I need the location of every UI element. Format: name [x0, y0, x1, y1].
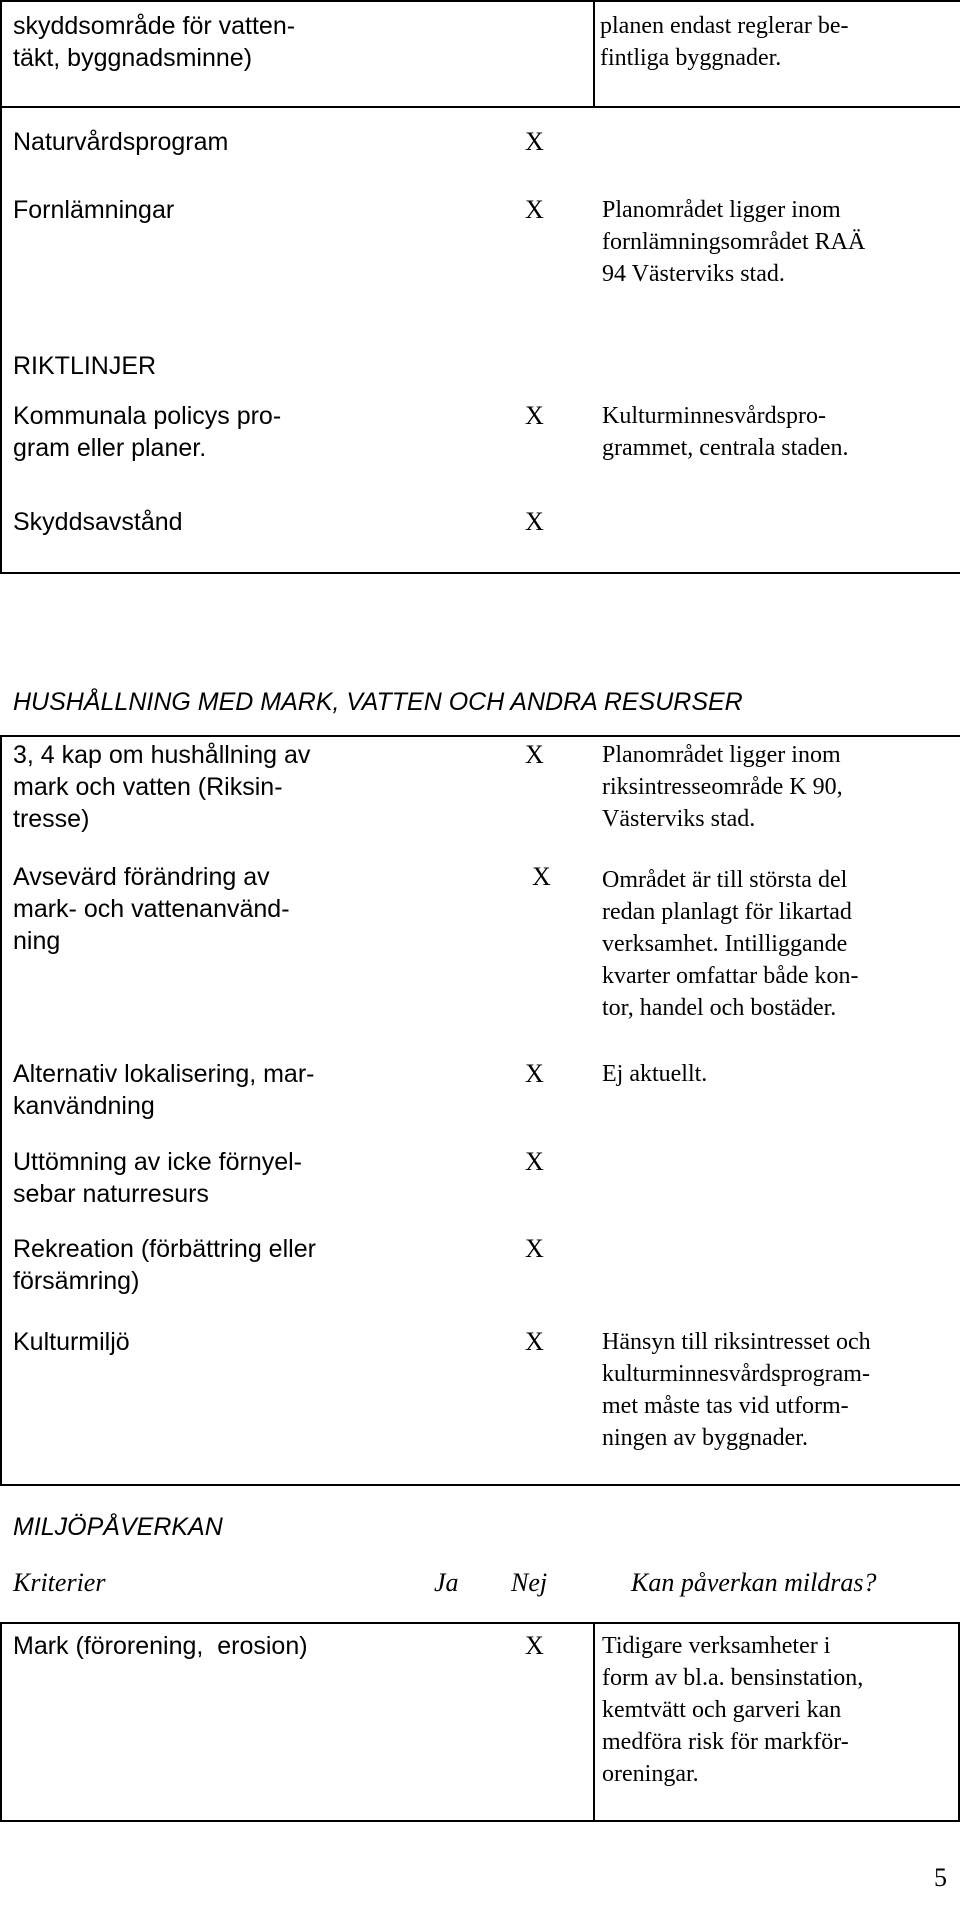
criterion-hushallning-kap: 3, 4 kap om hushållning av mark och vatten (Riksin- tresse)	[13, 741, 311, 833]
criterion-vattentakt: skyddsområde för vatten- täkt, byggnadsminne)	[13, 12, 296, 72]
comment-kulturmiljo: Hänsyn till riksintresset och kulturminnesvårdsprogram- met måste tas vid utform- ningen av byggnader.	[602, 1329, 871, 1451]
comment-befintliga: planen endast reglerar be- fintliga byggnader.	[600, 13, 849, 71]
mark-rekreation: X	[525, 1234, 544, 1263]
heading-hushallning: HUSHÅLLNING MED MARK, VATTEN OCH ANDRA RESURSER	[13, 688, 743, 716]
comment-alternativ-lokalisering: Ej aktuellt.	[602, 1061, 708, 1087]
column-kan-paverkan-mildras: Kan påverkan mildras?	[631, 1568, 877, 1597]
column-nej: Nej	[511, 1568, 548, 1597]
mark-uttomning: X	[525, 1147, 544, 1176]
criterion-skyddsavstand: Skyddsavstånd	[13, 508, 183, 536]
mark-alternativ-lokalisering: X	[525, 1059, 544, 1088]
table3-bottom-border	[0, 1820, 960, 1822]
criterion-naturvardsprogram: Naturvårdsprogram	[13, 128, 229, 156]
table1-bottom-border	[0, 572, 960, 574]
criterion-uttomning: Uttömning av icke förnyel- sebar naturresurs	[13, 1148, 303, 1208]
table3-top-border	[0, 1622, 960, 1624]
table2-top-border	[0, 735, 960, 737]
criterion-avsevard-forandring: Avsevärd förändring av mark- och vattenanvänd- ning	[13, 863, 290, 955]
heading-miljopaverkan: MILJÖPÅVERKAN	[13, 1513, 223, 1541]
table1-top-border	[0, 0, 960, 2]
mark-naturvardsprogram: X	[525, 127, 544, 156]
table1-row-divider	[0, 106, 960, 108]
column-ja: Ja	[434, 1568, 459, 1597]
page-number: 5	[934, 1863, 947, 1892]
criterion-fornlamningar: Fornlämningar	[13, 196, 175, 224]
criterion-alternativ-lokalisering: Alternativ lokalisering, mar- kanvändning	[13, 1060, 315, 1120]
comment-hushallning-kap: Planområdet ligger inom riksintresseområde K 90, Västerviks stad.	[602, 742, 843, 832]
criterion-kommunala-policys: Kommunala policys pro- gram eller planer.	[13, 402, 282, 462]
mark-kommunala-policys: X	[525, 401, 544, 430]
comment-kommunala-policys: Kulturminnesvårdspro- grammet, centrala staden.	[602, 403, 849, 461]
table1-left-border	[0, 0, 2, 572]
table1-divider	[593, 0, 595, 106]
table3-left-border	[0, 1622, 2, 1820]
table2-left-border	[0, 735, 2, 1484]
mark-skyddsavstand: X	[525, 507, 544, 536]
comment-mark-fororening: Tidigare verksamheter i form av bl.a. bensinstation, kemtvätt och garveri kan medföra risk för markför- oreningar.	[602, 1633, 864, 1787]
mark-hushallning-kap: X	[525, 740, 544, 769]
criterion-mark-fororening: Mark (förorening, erosion)	[13, 1632, 308, 1660]
comment-fornlamningar: Planområdet ligger inom fornlämningsområdet RAÄ 94 Västerviks stad.	[602, 197, 866, 287]
mark-mark-fororening: X	[525, 1631, 544, 1660]
mark-kulturmiljo: X	[525, 1327, 544, 1356]
comment-avsevard-forandring: Området är till största del redan planlagt för likartad verksamhet. Intilliggande kvarter omfattar både kon- tor, handel och bostäder.	[602, 867, 859, 1021]
table2-bottom-border	[0, 1484, 960, 1486]
criterion-rekreation: Rekreation (förbättring eller försämring)	[13, 1235, 316, 1295]
criterion-kulturmiljo: Kulturmiljö	[13, 1328, 130, 1356]
table3-divider	[593, 1622, 595, 1820]
column-kriterier: Kriterier	[13, 1568, 106, 1597]
mark-fornlamningar: X	[525, 195, 544, 224]
mark-avsevard-forandring: X	[532, 862, 551, 891]
heading-riktlinjer: RIKTLINJER	[13, 352, 157, 380]
